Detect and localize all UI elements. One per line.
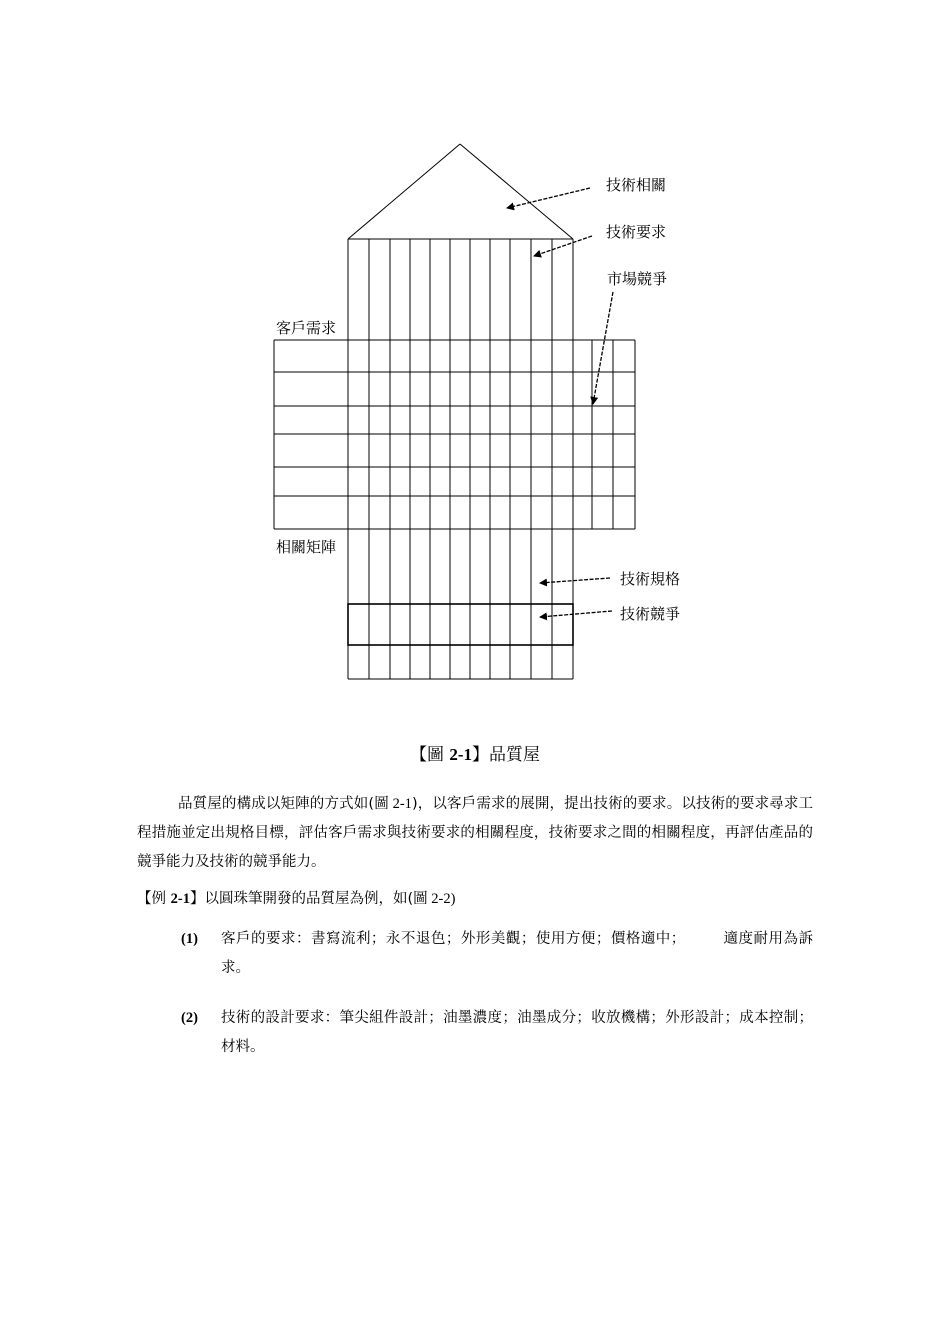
label-tech-competition: 技術競爭 <box>620 605 681 623</box>
label-customer-requirements: 客戶需求 <box>276 319 337 337</box>
tech-competition-box <box>348 604 573 645</box>
arrow-tech-correlation <box>507 188 590 208</box>
paragraph-part2: )，以客戶需求的展開，提出技術的要求。以技術的要求尋求工程措施並定出規格目標，評估客戶需求與技術要求的相關程度，技術要求之間的相關程度，再評估產品的競爭能力及技術的競爭能力。 <box>137 796 813 870</box>
caption-close: 】品質屋 <box>472 745 541 765</box>
example-heading <box>137 886 455 912</box>
label-tech-specifications: 技術規格 <box>620 570 681 588</box>
label-tech-requirements: 技術要求 <box>606 223 667 241</box>
arrows <box>507 188 613 617</box>
arrow-market-competition <box>593 292 613 404</box>
arrow-tech-specifications <box>540 578 610 583</box>
roof-right-edge <box>460 144 573 239</box>
list-item <box>181 925 813 983</box>
example-text1: 以圓珠筆開發的品質屋為例，如( <box>204 891 414 907</box>
list-item-text: 客戶的要求：書寫流利；永不退色；外形美觀；使用方便；價格適中； 適度耐用為訴求。 <box>221 931 813 976</box>
paragraph-part1: 品質屋的構成以矩陣的方式如( <box>178 796 375 812</box>
list-item-number: (2) <box>181 1010 198 1026</box>
example-number: 2-1 <box>170 891 190 907</box>
example-open: 【例 <box>137 891 171 907</box>
caption-open: 【圖 <box>409 745 450 765</box>
label-market-competition: 市場競爭 <box>607 270 668 288</box>
house-grid-lines <box>274 144 635 679</box>
caption-number: 2-1 <box>449 745 473 764</box>
list-item <box>181 1004 813 1062</box>
label-tech-correlation: 技術相關 <box>606 176 667 194</box>
example-figure-ref: 圖 2-2 <box>413 891 451 907</box>
list-item-text: 技術的設計要求：筆尖組件設計；油墨濃度；油墨成分；收放機構；外形設計；成本控制；材料。 <box>221 1010 813 1055</box>
arrow-tech-competition <box>540 611 612 617</box>
body-paragraph <box>137 790 813 877</box>
label-relationship-matrix: 相關矩陣 <box>276 538 337 556</box>
figure-caption <box>0 740 950 765</box>
example-text2: ) <box>450 891 456 907</box>
example-close: 】 <box>189 891 205 907</box>
list-item-number: (1) <box>181 931 198 947</box>
diagram-labels <box>276 176 680 623</box>
paragraph-figure-ref: 圖 2-1 <box>374 796 412 812</box>
roof-left-edge <box>348 144 460 239</box>
